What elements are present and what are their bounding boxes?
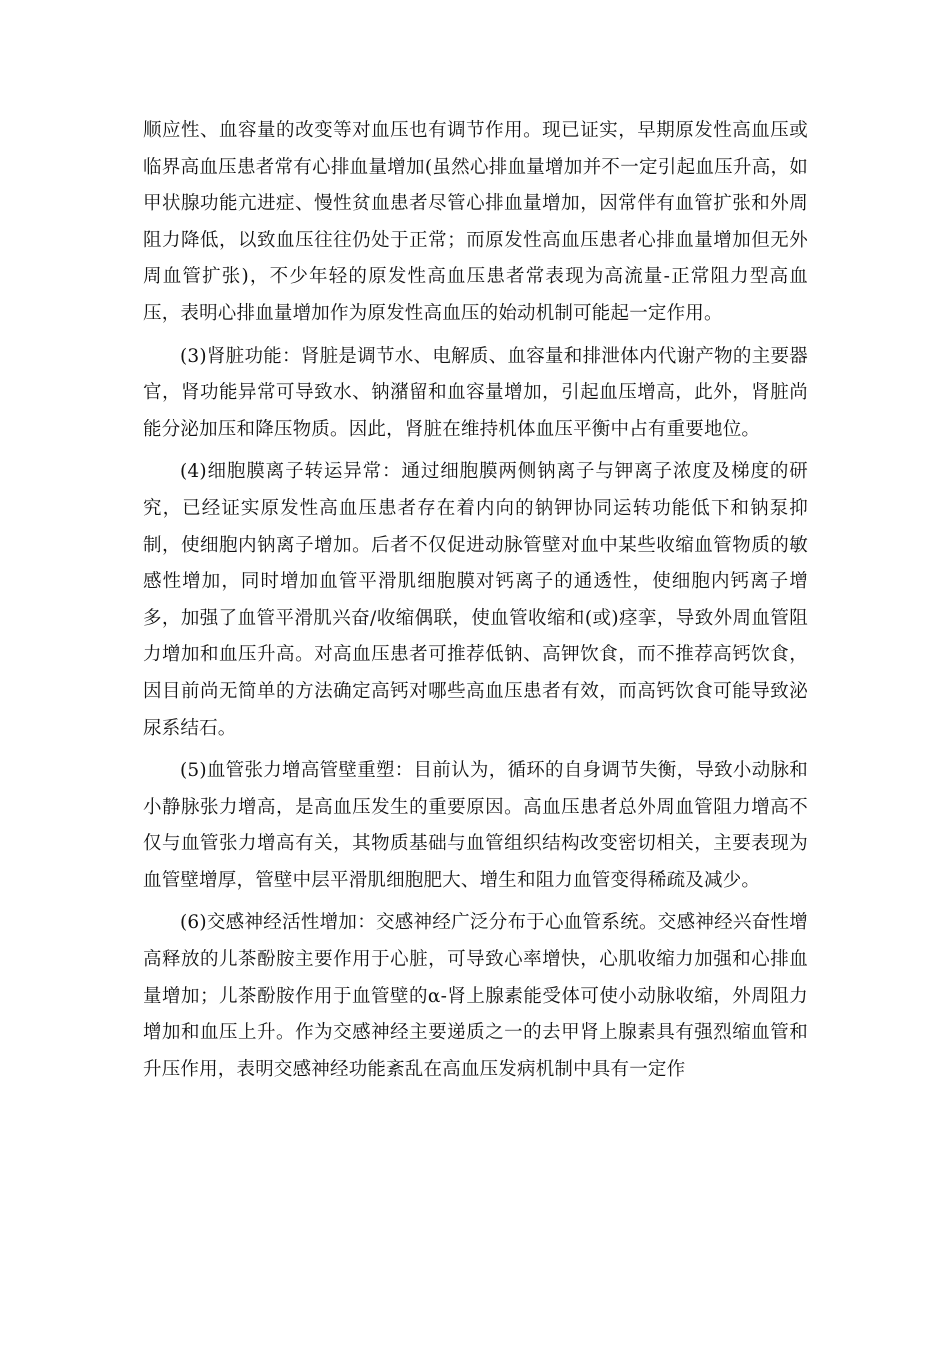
paragraph-ion-transport: (4)细胞膜离子转运异常：通过细胞膜两侧钠离子与钾离子浓度及梯度的研究，已经证实原发性高血压患者存在着内向的钠钾协同运转功能低下和钠泵抑制，使细胞内钠离子增加。后者不仅促进动脉管壁对血中某些收缩血管物质的敏感性增加，同时增加血管平滑肌细胞膜对钙离子的通透性，使细胞内钙离子增多，加强了血管平滑肌兴奋/收缩偶联，使血管收缩和(或)痉挛，导致外周血管阻力增加和血压升高。对高血压患者可推荐低钠、高钾饮食，而不推荐高钙饮食，因目前尚无简单的方法确定高钙对哪些高血压患者有效，而高钙饮食可能导致泌尿系结石。 (143, 461, 808, 739)
paragraph-sympathetic: (6)交感神经活性增加：交感神经广泛分布于心血管系统。交感神经兴奋性增高释放的儿茶酚胺主要作用于心脏，可导致心率增快，心肌收缩力加强和心排血量增加；儿茶酚胺作用于血管壁的α-肾上腺素能受体可使小动脉收缩，外周阻力增加和血压上升。作为交感神经主要递质之一的去甲肾上腺素具有强烈缩血管和升压作用，表明交感神经功能紊乱在高血压发病机制中具有一定作 (143, 912, 808, 1080)
paragraph-kidney-function: (3)肾脏功能：肾脏是调节水、电解质、血容量和排泄体内代谢产物的主要器官，肾功能异常可导致水、钠潴留和血容量增加，引起血压增高，此外，肾脏尚能分泌加压和降压物质。因此，肾脏在维持机体血压平衡中占有重要地位。 (143, 345, 808, 440)
paragraph-continuation: 顺应性、血容量的改变等对血压也有调节作用。现已证实，早期原发性高血压或临界高血压患者常有心排血量增加(虽然心排血量增加并不一定引起血压升高，如甲状腺功能亢进症、慢性贫血患者尽管心排血量增加，因常伴有血管扩张和外周阻力降低，以致血压往往仍处于正常；而原发性高血压患者心排血量增加但无外周血管扩张)，不少年轻的原发性高血压患者常表现为高流量-正常阻力型高血压，表明心排血量增加作为原发性高血压的始动机制可能起一定作用。 (143, 120, 808, 324)
document-body (143, 113, 808, 1094)
paragraph-vascular-tone: (5)血管张力增高管壁重塑：目前认为，循环的自身调节失衡，导致小动脉和小静脉张力增高，是高血压发生的重要原因。高血压患者总外周血管阻力增高不仅与血管张力增高有关，其物质基础与血管组织结构改变密切相关，主要表现为血管壁增厚，管壁中层平滑肌细胞肥大、增生和阻力血管变得稀疏及减少。 (143, 760, 808, 891)
